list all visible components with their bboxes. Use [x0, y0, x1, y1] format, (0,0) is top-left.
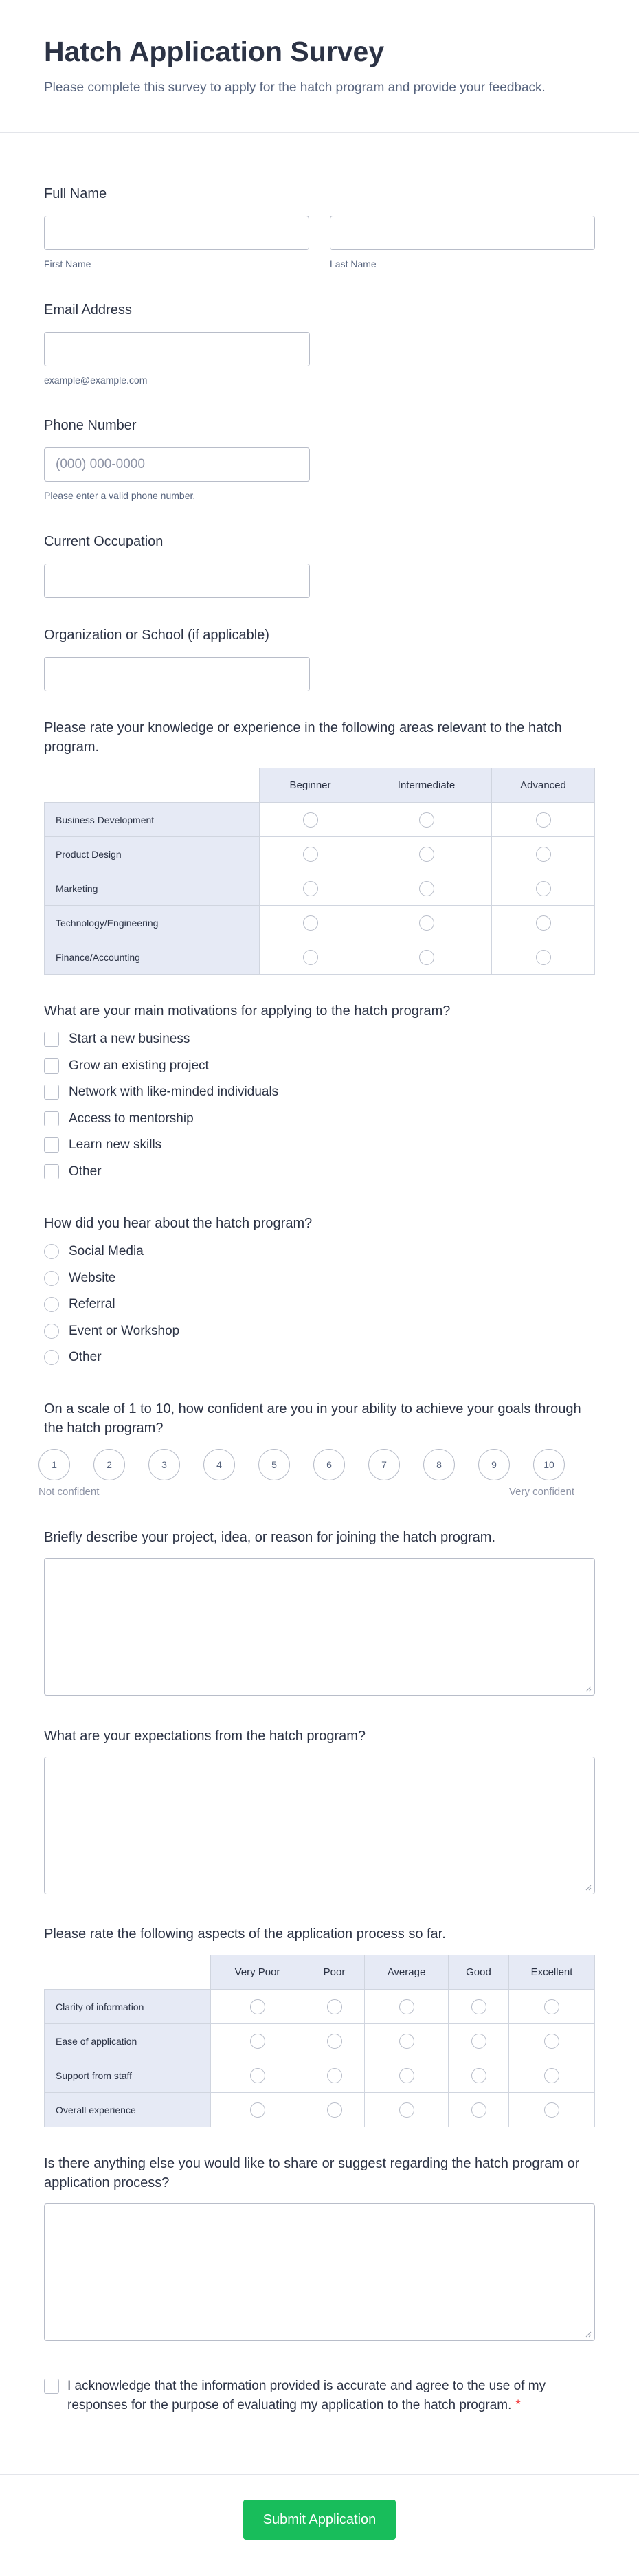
checkbox[interactable]	[44, 1137, 59, 1153]
matrix-radio[interactable]	[419, 915, 434, 931]
radio-option[interactable]	[44, 1291, 595, 1318]
matrix-column-header: Average	[365, 1955, 449, 1990]
last-name-input[interactable]	[330, 216, 595, 250]
matrix-row-label: Ease of application	[45, 2024, 211, 2058]
matrix-radio[interactable]	[536, 950, 551, 965]
scale-option-7[interactable]: 7	[368, 1449, 400, 1480]
table-row	[45, 1990, 595, 2024]
matrix-row-label: Marketing	[45, 871, 260, 906]
matrix-radio[interactable]	[303, 812, 318, 828]
matrix-row-label: Finance/Accounting	[45, 940, 260, 975]
required-mark: *	[515, 2397, 521, 2412]
email-label: Email Address	[44, 302, 132, 318]
knowledge-label: Please rate your knowledge or experience in the following areas relevant to the hatch program.	[44, 720, 562, 755]
expectations-textarea[interactable]	[44, 1757, 595, 1894]
matrix-radio[interactable]	[536, 881, 551, 896]
last-name-sublabel: Last Name	[330, 258, 377, 269]
matrix-column-header: Intermediate	[361, 768, 492, 803]
submit-button[interactable]: Submit Application	[243, 2500, 396, 2540]
checkbox[interactable]	[44, 1111, 59, 1126]
option-label: Other	[69, 1164, 102, 1179]
first-name-sublabel: First Name	[44, 258, 91, 269]
radio-option[interactable]	[44, 1318, 595, 1345]
table-row	[45, 906, 595, 940]
matrix-column-header: Poor	[304, 1955, 365, 1990]
anything-else-field	[44, 2154, 595, 2341]
option-label: Learn new skills	[69, 1137, 162, 1153]
table-row	[45, 803, 595, 837]
matrix-radio[interactable]	[536, 915, 551, 931]
resize-grip-icon[interactable]	[585, 1685, 592, 1692]
scale-option-8[interactable]: 8	[423, 1449, 455, 1480]
radio[interactable]	[44, 1350, 59, 1365]
option-label: Start a new business	[69, 1032, 190, 1047]
matrix-radio[interactable]	[303, 915, 318, 931]
describe-label: Briefly describe your project, idea, or reason for joining the hatch program.	[44, 1530, 496, 1545]
checkbox-option[interactable]	[44, 1132, 595, 1159]
checkbox-option[interactable]	[44, 1159, 595, 1186]
matrix-radio[interactable]	[419, 812, 434, 828]
hear-field	[44, 1214, 595, 1371]
table-row	[45, 837, 595, 871]
table-row	[45, 2058, 595, 2093]
matrix-radio[interactable]	[303, 881, 318, 896]
option-label: Access to mentorship	[69, 1111, 194, 1126]
matrix-row-label: Business Development	[45, 803, 260, 837]
matrix-row-label: Clarity of information	[45, 1990, 211, 2024]
phone-sublabel: Please enter a valid phone number.	[44, 490, 196, 501]
checkbox-option[interactable]	[44, 1026, 595, 1053]
process-matrix	[44, 1955, 595, 2127]
matrix-radio[interactable]	[250, 2068, 265, 2083]
confidence-scale	[38, 1449, 595, 1480]
matrix-radio[interactable]	[419, 847, 434, 862]
matrix-column-header: Very Poor	[211, 1955, 304, 1990]
option-label: Website	[69, 1270, 116, 1285]
table-row	[45, 871, 595, 906]
matrix-radio[interactable]	[471, 2102, 486, 2118]
scale-low-label: Not confident	[38, 1486, 100, 1498]
matrix-radio[interactable]	[303, 950, 318, 965]
matrix-radio[interactable]	[250, 1999, 265, 2014]
option-label: Social Media	[69, 1244, 144, 1259]
matrix-radio[interactable]	[399, 2068, 414, 2083]
checkbox-option[interactable]	[44, 1053, 595, 1080]
matrix-radio[interactable]	[544, 2068, 559, 2083]
scale-option-4[interactable]: 4	[203, 1449, 235, 1480]
checkbox[interactable]	[44, 1164, 59, 1179]
resize-grip-icon[interactable]	[585, 2331, 592, 2338]
matrix-radio[interactable]	[303, 847, 318, 862]
matrix-radio[interactable]	[399, 1999, 414, 2014]
matrix-radio[interactable]	[544, 1999, 559, 2014]
matrix-column-header: Beginner	[260, 768, 361, 803]
matrix-row-label: Product Design	[45, 837, 260, 871]
confidence-label: On a scale of 1 to 10, how confident are you in your ability to achieve your goals through the hatch program?	[44, 1401, 581, 1436]
occupation-input[interactable]	[44, 564, 310, 598]
matrix-radio[interactable]	[471, 2068, 486, 2083]
knowledge-matrix	[44, 768, 595, 975]
matrix-corner	[45, 1955, 211, 1990]
email-field	[44, 300, 595, 386]
option-label: Referral	[69, 1297, 115, 1312]
checkbox[interactable]	[44, 1058, 59, 1074]
radio[interactable]	[44, 1297, 59, 1312]
table-row	[45, 2024, 595, 2058]
form-header	[0, 0, 639, 133]
motivations-field	[44, 1001, 595, 1185]
matrix-radio[interactable]	[536, 847, 551, 862]
matrix-radio[interactable]	[327, 2102, 342, 2118]
occupation-label: Current Occupation	[44, 534, 164, 549]
acknowledge-label: I acknowledge that the information provided is accurate and agree to the use of my responses for the purpose of evaluating my application to the hatch program.	[67, 2379, 546, 2412]
matrix-radio[interactable]	[327, 1999, 342, 2014]
confidence-field	[38, 1399, 595, 1498]
radio-option[interactable]	[44, 1344, 595, 1371]
scale-labels	[38, 1486, 574, 1498]
matrix-column-header: Excellent	[509, 1955, 595, 1990]
matrix-radio[interactable]	[399, 2102, 414, 2118]
process-matrix-field	[44, 1924, 595, 2127]
phone-label: Phone Number	[44, 418, 137, 433]
matrix-radio[interactable]	[327, 2034, 342, 2049]
radio-option[interactable]	[44, 1265, 595, 1292]
matrix-radio[interactable]	[471, 2034, 486, 2049]
scale-option-5[interactable]: 5	[258, 1449, 290, 1480]
matrix-radio[interactable]	[327, 2068, 342, 2083]
occupation-field	[44, 532, 595, 598]
organization-field	[44, 625, 595, 691]
knowledge-matrix-field	[44, 718, 595, 975]
matrix-radio[interactable]	[544, 2034, 559, 2049]
table-row	[45, 940, 595, 975]
radio[interactable]	[44, 1271, 59, 1286]
scale-option-1[interactable]: 1	[38, 1449, 70, 1480]
describe-textarea[interactable]	[44, 1558, 595, 1696]
organization-input[interactable]	[44, 657, 310, 691]
checkbox-option[interactable]	[44, 1106, 595, 1133]
matrix-radio[interactable]	[399, 2034, 414, 2049]
resize-grip-icon[interactable]	[585, 1884, 592, 1891]
process-label: Please rate the following aspects of the application process so far.	[44, 1927, 446, 1942]
matrix-radio[interactable]	[471, 1999, 486, 2014]
first-name-input[interactable]	[44, 216, 309, 250]
matrix-row-label: Support from staff	[45, 2058, 211, 2093]
form-footer	[0, 2474, 639, 2576]
expectations-field	[44, 1726, 595, 1894]
describe-field	[44, 1528, 595, 1696]
full-name-label: Full Name	[44, 186, 107, 201]
matrix-row-label: Technology/Engineering	[45, 906, 260, 940]
option-label: Network with like-minded individuals	[69, 1085, 279, 1100]
matrix-column-header: Advanced	[492, 768, 595, 803]
scale-option-6[interactable]: 6	[313, 1449, 345, 1480]
anything-else-textarea[interactable]	[44, 2203, 595, 2341]
option-label: Other	[69, 1350, 102, 1365]
scale-option-9[interactable]: 9	[478, 1449, 510, 1480]
full-name-field	[44, 184, 595, 269]
scale-option-2[interactable]: 2	[93, 1449, 125, 1480]
matrix-radio[interactable]	[419, 950, 434, 965]
matrix-column-header: Good	[449, 1955, 509, 1990]
hear-label: How did you hear about the hatch program?	[44, 1216, 313, 1231]
motivations-label: What are your main motivations for applying to the hatch program?	[44, 1003, 451, 1019]
email-sublabel: example@example.com	[44, 375, 148, 386]
radio[interactable]	[44, 1244, 59, 1259]
form-title: Hatch Application Survey	[44, 36, 385, 67]
checkbox[interactable]	[44, 1032, 59, 1047]
option-label: Event or Workshop	[69, 1323, 180, 1338]
option-label: Grow an existing project	[69, 1058, 209, 1073]
matrix-radio[interactable]	[544, 2102, 559, 2118]
phone-field	[44, 416, 595, 501]
acknowledge-field	[44, 2377, 557, 2414]
email-input[interactable]	[44, 332, 310, 366]
table-row	[45, 2093, 595, 2127]
scale-option-10[interactable]: 10	[533, 1449, 565, 1480]
radio-option[interactable]	[44, 1239, 595, 1265]
organization-label: Organization or School (if applicable)	[44, 628, 269, 643]
phone-input[interactable]: (000) 000-0000	[44, 447, 310, 482]
matrix-radio[interactable]	[250, 2102, 265, 2118]
checkbox-option[interactable]	[44, 1079, 595, 1106]
matrix-row-label: Overall experience	[45, 2093, 211, 2127]
matrix-corner	[45, 768, 260, 803]
scale-option-3[interactable]: 3	[148, 1449, 180, 1480]
scale-high-label: Very confident	[508, 1486, 574, 1498]
checkbox[interactable]	[44, 1085, 59, 1100]
radio[interactable]	[44, 1324, 59, 1339]
acknowledge-checkbox[interactable]	[44, 2379, 59, 2394]
matrix-radio[interactable]	[536, 812, 551, 828]
expectations-label: What are your expectations from the hatch program?	[44, 1729, 366, 1744]
form-description: Please complete this survey to apply for the hatch program and provide your feedback.	[44, 80, 546, 96]
anything-else-label: Is there anything else you would like to share or suggest regarding the hatch program or application process?	[44, 2156, 580, 2190]
matrix-radio[interactable]	[419, 881, 434, 896]
matrix-radio[interactable]	[250, 2034, 265, 2049]
